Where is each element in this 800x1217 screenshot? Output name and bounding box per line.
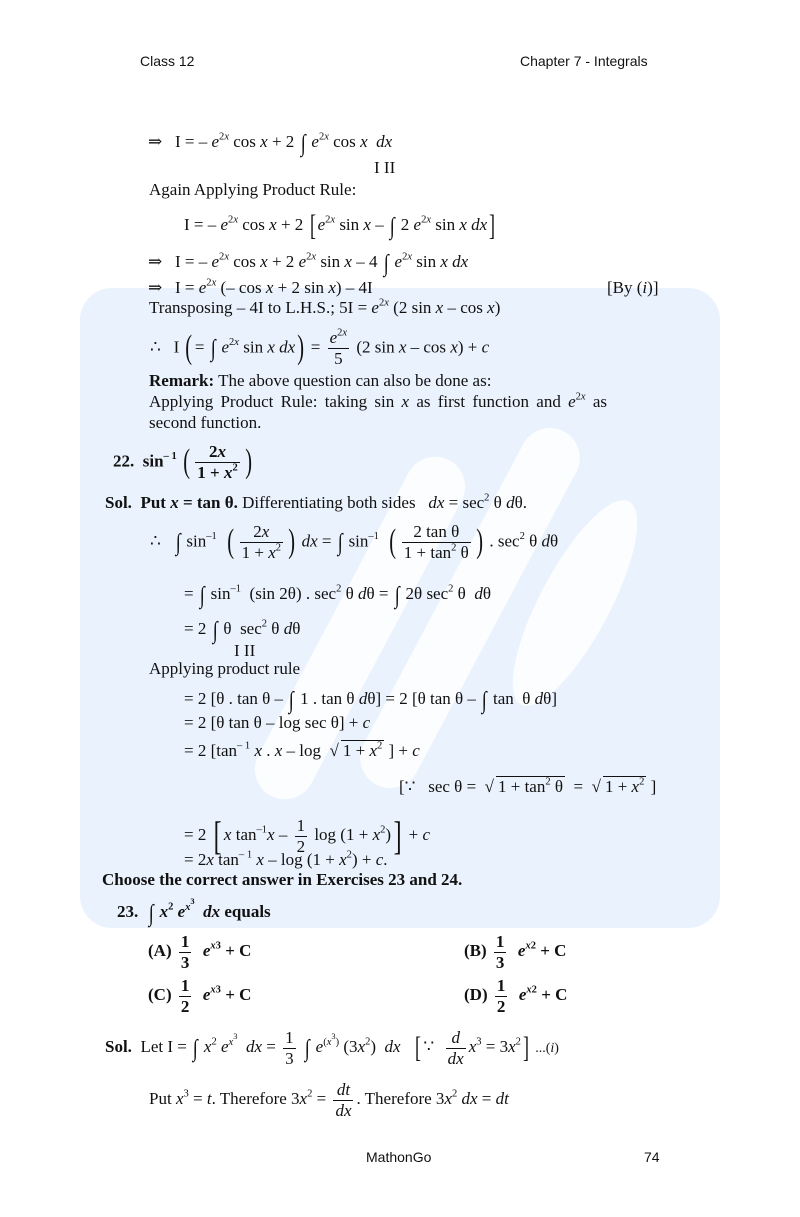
- remark-line-3: second function.: [149, 413, 262, 432]
- equation-line-3: ⇒ I = – $e^{2x}$ cos x + 2 $e^{2x}$ sin x – 4 ∫ $e^{2x}$ sin x dx: [148, 251, 469, 277]
- remark-text: The above question can also be done as:: [218, 371, 492, 390]
- option-b[interactable]: (B) $\frac{1}{3}$ $e^{x2} + C$: [464, 932, 567, 972]
- solution-22-line-7: [∵ sec θ = √ $1 + \tan^2 \theta$ = √ $1 + x^2$ ]: [399, 776, 657, 796]
- solution-22-intro: Sol. Put x = tan θ. Differentiating both sides dx = $\sec^2 \theta$ dθ.: [105, 492, 527, 512]
- sol-label: Sol.: [105, 493, 132, 512]
- option-a[interactable]: (A) $\frac{1}{3}$ $e^{x3} + C$: [148, 932, 252, 972]
- footer-brand: MathonGo: [366, 1149, 432, 1165]
- function-labels-1: I II: [374, 158, 396, 177]
- function-labels-2: I II: [234, 641, 256, 660]
- remark-line-2: Applying Product Rule: taking sin x as first function and $e^{2x}$ as: [149, 391, 607, 411]
- applying-product-rule: Applying product rule: [149, 659, 301, 678]
- option-c[interactable]: (C) $\frac{1}{2}$ $e^{x3} + C$: [148, 976, 252, 1016]
- header-chapter: Chapter 7 - Integrals: [520, 53, 648, 69]
- sol-label: Sol.: [105, 1036, 132, 1056]
- result-line: ∴ I ( = ∫ $e^{2x}$ sin x dx) = $\frac{e^{2x}}{5}$ (2 sin x – cos x) + c: [150, 327, 490, 368]
- solution-22-line-2: = ∫ $\sin^{-1} (\sin$ 2θ) . $\sec^2 \theta$ dθ = ∫ 2θ $\sec^2 \theta$ dθ: [184, 583, 491, 609]
- equation-line-4: ⇒ $I = e^{2x}$ (– cos x + 2 sin x) – 4I: [148, 277, 373, 297]
- question-number: 22.: [113, 451, 135, 471]
- again-applying-text: Again Applying Product Rule:: [149, 180, 357, 199]
- solution-22-line-3: = 2 ∫ θ $\sec^2 \theta$ dθ: [184, 618, 301, 644]
- question-22: 22. $\sin^{- 1}$ ( $\frac{2x}{1 + x^2}$ ): [113, 442, 252, 482]
- solution-22-line-8: = 2 [ x $\tan^{-1}x$ – $\frac{1}{2}$ $\log (1 + x^2)] + c$: [184, 813, 431, 858]
- question-23: 23. ∫ $x^2$ $e^{x^3}$ dx equals: [117, 895, 271, 927]
- choose-heading: Choose the correct answer in Exercises 23 and 24.: [102, 870, 463, 889]
- option-d[interactable]: (D) $\frac{1}{2}$ $e^{x2} + C$: [464, 976, 568, 1016]
- solution-22-line-9: = 2x $\tan^{- 1} x - \log (1 + x^2) + c$.: [184, 849, 388, 869]
- solution-22-line-6: = 2 [$\tan^{- 1}$ x . x – log √ $1 + x^2$ ] + c: [184, 740, 420, 760]
- solution-22-line-4: = 2 [θ . tan θ – ∫ 1 . tan θ dθ] = 2 [θ tan θ – ∫ tan θ dθ]: [184, 688, 557, 714]
- remark-label: Remark:: [149, 371, 215, 390]
- remark-line: [149, 371, 491, 391]
- question-number: 23.: [117, 902, 139, 921]
- solution-22-line-5: = 2 [θ tan θ – log sec θ] + c: [184, 713, 371, 732]
- header-class: Class 12: [140, 53, 195, 69]
- reference-by-i: [By (i)]: [607, 278, 659, 297]
- page-number: 74: [644, 1149, 660, 1165]
- equation-line-2: I = – $e^{2x}$ cos x + 2 [ $e^{2x}$ sin x – ∫ 2 $e^{2x}$ sin x dx]: [184, 209, 496, 242]
- solution-22-line-1: ∴ ∫ $\sin^{-1}$ ( $\frac{2x}{1 + x^2}$ ) dx = ∫ $\sin^{-1}$ ( $\frac{\text{2 tan θ}}{1 + \tan^2 \theta}$ ) . $\sec^2 \theta$ dθ: [150, 522, 559, 562]
- transposing-line: Transposing – 4I to L.H.S.; $5I = e^{2x}$ (2 sin x – cos x): [149, 297, 501, 317]
- solution-23-line-2: Put $x^3 = t$. Therefore $3x^2$ = $\frac{dt}{dx}$ . Therefore $3x^2$ dx = dt: [149, 1080, 509, 1120]
- solution-23-line-1: Sol. Let I = ∫ $x^2$ $e^{x^3}$ dx = $\frac{1}{3}$ ∫ $e^{(x^3)}$ $(3x^2)$ dx [ ∵ $\frac{d}{dx}$ $x^3 = 3x^2$] ...(i): [105, 1028, 559, 1068]
- equation-line-1: ⇒ I = – $e^{2x}$ cos x + 2 ∫ $e^{2x}$ cos x dx: [148, 131, 393, 157]
